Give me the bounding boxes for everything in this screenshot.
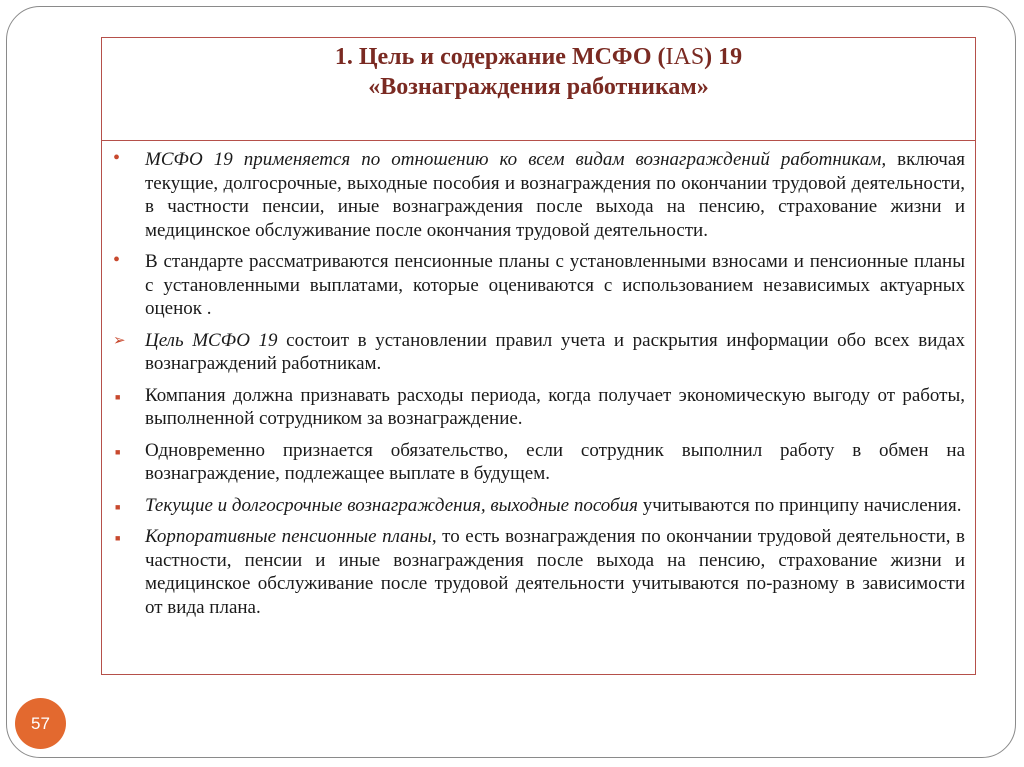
page-title: 1. Цель и содержание МСФО (IAS) 19 <box>334 44 743 70</box>
content-box <box>101 141 976 675</box>
page-subtitle: «Вознаграждения работникам» <box>368 74 709 100</box>
list-item: ■ Одновременно признается обязательство, если сотрудник выполнил работу в обмен на вознаграждение, подлежащее выплате в будущем. <box>115 439 965 484</box>
bullet-dot-icon: • <box>113 249 121 271</box>
bullet-square-icon: ■ <box>115 501 121 512</box>
title-ias: IAS <box>665 44 705 70</box>
list-item: ■ Корпоративные пенсионные планы, то есть вознаграждения по окончании трудовой деятельности, в частности, пенсии и иные вознаграждения после выхода на пенсию, страхование жизни и медицинское обслуживание после трудовой деятельности учитываются по-разному в зависимости от вида плана. <box>115 526 966 618</box>
bullet-list <box>112 148 965 627</box>
title-box <box>101 37 976 141</box>
list-item: • МСФО 19 применяется по отношению ко всем видам вознаграждений работникам, включая текущие, долгосрочные, выходные пособия и вознаграждения по окончании трудовой деятельности, в частности пенсии, иные вознаграждения после выхода на пенсию, страхование жизни и медицинское обслуживание после окончания трудовой деятельности. <box>113 147 965 241</box>
bullet-arrow-icon: ➢ <box>113 332 126 349</box>
bullet-square-icon: ■ <box>115 446 121 457</box>
list-item: ■ Компания должна признавать расходы периода, когда получает экономическую выгоду от работы, выполненной сотрудником за вознаграждение. <box>115 384 965 429</box>
bullet-square-icon: ■ <box>115 533 121 543</box>
list-item: ➢ Цель МСФО 19 состоит в установлении правил учета и раскрытия информации обо всех видах вознаграждений работникам. <box>113 329 965 374</box>
list-item: • В стандарте рассматриваются пенсионные планы с установленными взносами и пенсионные планы с установленными выплатами, которые оцениваются с использованием независимых актуарных оценок . <box>113 249 965 319</box>
page-number-badge: 57 <box>15 698 66 749</box>
bullet-dot-icon: • <box>113 147 121 169</box>
bullet-square-icon: ■ <box>115 391 121 402</box>
list-item: ■ Текущие и долгосрочные вознаграждения, выходные пособия учитываются по принципу начисления. <box>112 494 965 518</box>
